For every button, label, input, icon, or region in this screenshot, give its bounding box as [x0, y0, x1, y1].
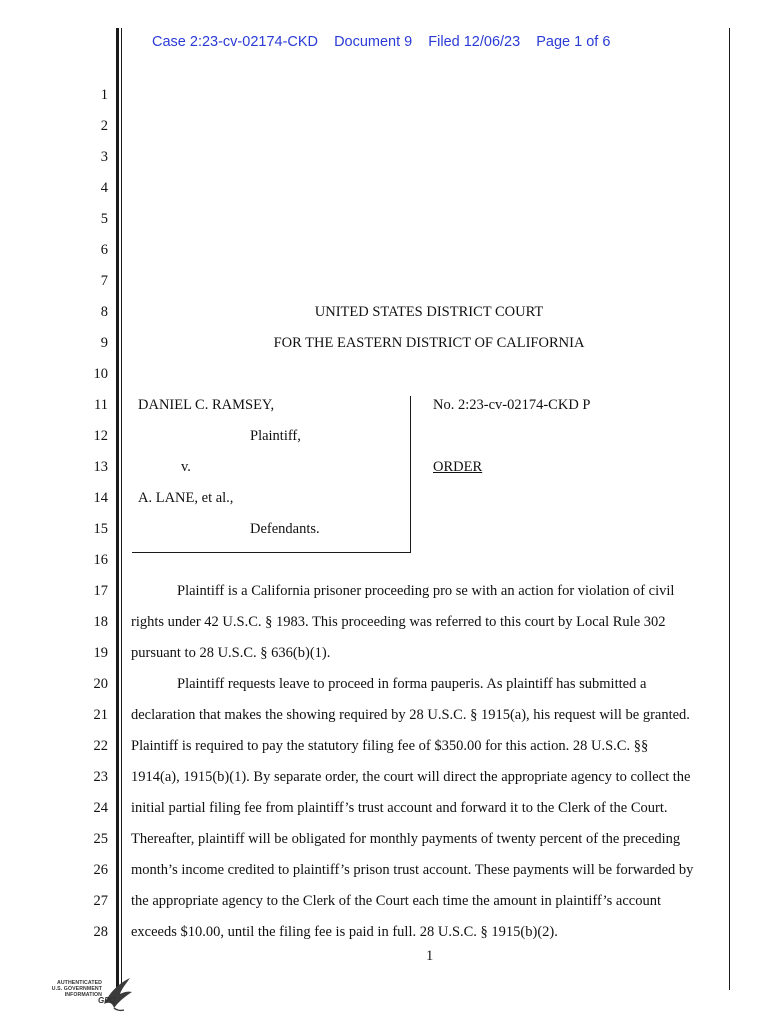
body-line: pursuant to 28 U.S.C. § 636(b)(1). [131, 645, 331, 661]
case-number: No. 2:23-cv-02174-CKD P [433, 397, 591, 413]
header-case-number: Case 2:23-cv-02174-CKD [152, 34, 319, 50]
line-number: 23 [93, 769, 108, 785]
header-filed-date: Filed 12/06/23 [428, 34, 521, 50]
header-page-count: Page 1 of 6 [536, 34, 611, 50]
defendant-role: Defendants. [250, 521, 320, 537]
line-number: 14 [93, 490, 108, 506]
line-number: 7 [100, 273, 108, 289]
line-number: 19 [93, 645, 108, 661]
body-line: Thereafter, plaintiff will be obligated for monthly payments of twenty percent of the preceding [131, 831, 681, 847]
body-line: month’s income credited to plaintiff’s prison trust account. These payments will be forwarded by [131, 862, 694, 878]
defendant-name: A. LANE, et al., [138, 490, 234, 506]
line-number: 13 [93, 459, 108, 475]
seal-text-line: U.S. GOVERNMENT [51, 986, 102, 992]
line-number: 17 [93, 583, 108, 599]
line-number: 27 [93, 893, 108, 909]
caption-box-bottom-border [132, 552, 411, 553]
line-number: 16 [93, 552, 108, 568]
document-title: ORDER [433, 459, 483, 475]
right-margin-rule [729, 28, 730, 990]
eagle-icon [100, 974, 136, 1014]
line-number: 1 [100, 87, 108, 103]
body-line: Plaintiff is required to pay the statutory filing fee of $350.00 for this action. 28 U.S.C. §§ [131, 738, 649, 754]
body-line: exceeds $10.00, until the filing fee is paid in full. 28 U.S.C. § 1915(b)(2). [131, 924, 558, 940]
line-number: 11 [94, 397, 108, 413]
left-margin-double-rule [116, 28, 119, 990]
line-number: 4 [100, 180, 108, 196]
line-number: 3 [100, 149, 108, 165]
gpo-authentication-seal [40, 974, 136, 1014]
seal-text-line: INFORMATION [64, 992, 102, 998]
line-number: 5 [100, 211, 108, 227]
body-line: the appropriate agency to the Clerk of the Court each time the amount in plaintiff’s account [131, 893, 662, 909]
seal-text [40, 980, 102, 998]
line-number: 26 [93, 862, 108, 878]
line-number: 6 [100, 242, 108, 258]
line-number: 21 [93, 707, 108, 723]
court-district: FOR THE EASTERN DISTRICT OF CALIFORNIA [273, 335, 585, 351]
body-line: initial partial filing fee from plaintiff’s trust account and forward it to the Clerk of the Court. [131, 800, 668, 816]
line-number: 9 [100, 335, 108, 351]
line-number: 15 [93, 521, 108, 537]
header-document-number: Document 9 [334, 34, 413, 50]
ecf-header-stamp [152, 34, 622, 50]
court-name: UNITED STATES DISTRICT COURT [314, 304, 544, 320]
body-line: rights under 42 U.S.C. § 1983. This proceeding was referred to this court by Local Rule 302 [131, 614, 666, 630]
line-number: 18 [93, 614, 108, 630]
line-number: 24 [93, 800, 108, 816]
plaintiff-role: Plaintiff, [250, 428, 301, 444]
body-line: 1914(a), 1915(b)(1). By separate order, the court will direct the appropriate agency to collect the [131, 769, 691, 785]
body-line: Plaintiff is a California prisoner proceeding pro se with an action for violation of civil [177, 583, 675, 599]
line-number: 25 [93, 831, 108, 847]
left-margin-single-rule [121, 28, 122, 990]
body-line: Plaintiff requests leave to proceed in forma pauperis. As plaintiff has submitted a [177, 676, 647, 692]
line-number: 22 [93, 738, 108, 754]
caption-box-right-border [410, 396, 411, 553]
line-number: 2 [100, 118, 108, 134]
seal-mark: GPO [98, 996, 116, 1005]
versus: v. [181, 459, 191, 475]
seal-text-line: AUTHENTICATED [56, 980, 102, 986]
line-number: 8 [100, 304, 108, 320]
line-number: 28 [93, 924, 108, 940]
line-number: 20 [93, 676, 108, 692]
body-line: declaration that makes the showing required by 28 U.S.C. § 1915(a), his request will be granted. [131, 707, 690, 723]
page-number: 1 [426, 948, 434, 964]
line-number: 10 [93, 366, 108, 382]
line-number: 12 [93, 428, 108, 444]
plaintiff-name: DANIEL C. RAMSEY, [138, 397, 275, 413]
